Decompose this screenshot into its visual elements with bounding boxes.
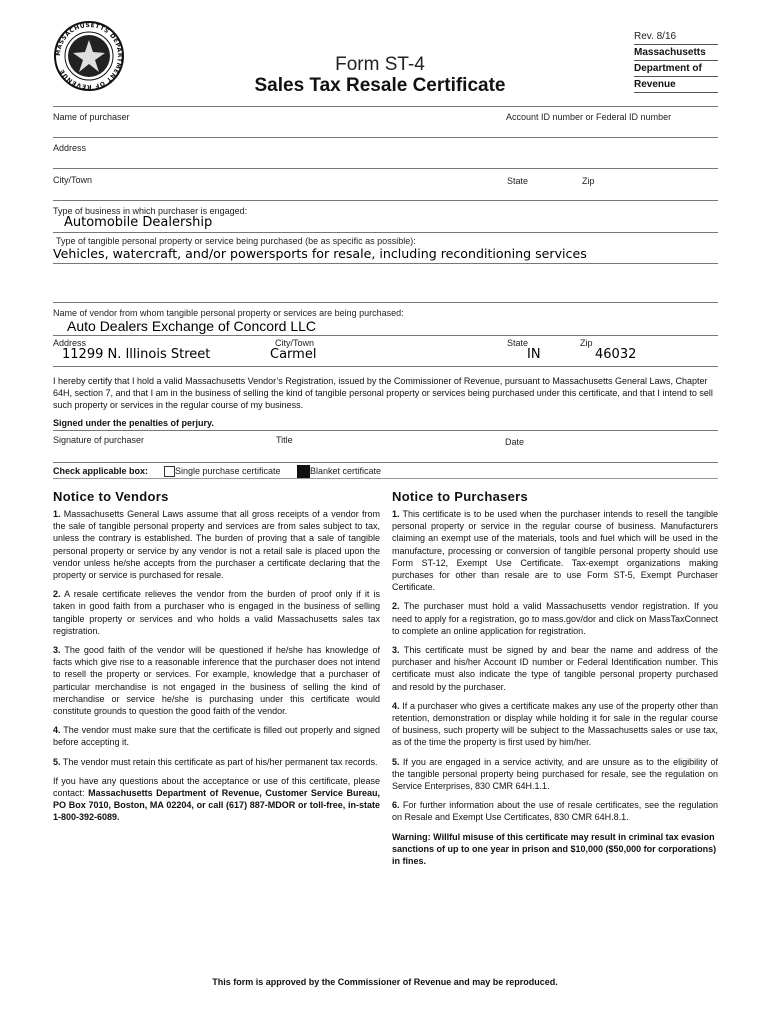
single-purchase-label: Single purchase certificate [175, 466, 281, 476]
purchaser-name-field[interactable] [53, 122, 718, 136]
vendor-state-value[interactable]: IN [527, 347, 541, 362]
vendor-notice-5: 5. The vendor must retain this certificate as part of his/her permanent tax records. [53, 756, 378, 767]
vendor-notice-3: 3. The good faith of the vendor will be questioned if he/she has knowledge of facts which give rise to a reasonable inference that the purchaser does not intend to resell the property or services. For example, knowledge that a purchaser of particular merchandise is not engaged in the business of selling the kind of merchandise or service he/she is purchasing under this certificate would constitute grounds to question the good faith of the vendor. [53, 645, 380, 717]
revision-date: Rev. 8/16 [634, 31, 677, 42]
vendor-city-label: City/Town [275, 338, 315, 348]
vendor-address-label: Address [53, 338, 87, 348]
single-purchase-checkbox[interactable] [164, 466, 175, 477]
vendor-notice-1: 1. Massachusetts General Laws assume that all gross receipts of a vendor from the sale of tangible personal property and services are from sales subject to tax, unless the contrary is established. The burden of proving that a sale of tangible personal property or service by any vendor is not a retail sale is placed upon the vendor unless he/she accepts from the purchaser a certificate declaring that the property or service is purchased for resale. [53, 509, 380, 581]
vendor-name-label: Name of vendor from whom tangible personal property or services are being purchased: [53, 308, 404, 318]
property-type-value[interactable]: Vehicles, watercraft, and/or powersports for resale, including reconditioning services [53, 246, 587, 261]
date-label: Date [505, 437, 525, 447]
vendor-city-value[interactable]: Carmel [270, 347, 317, 362]
vendor-notice-2: 2. A resale certificate relieves the vendor from the burden of proof only if it is taken in good faith from a purchaser who is engaged in the business of selling tangible property or services and who holds a valid Massachusetts sales tax registration. [53, 589, 380, 636]
signature-field[interactable] [53, 446, 493, 460]
purchaser-notice-4: 4. If a purchaser who gives a certificate makes any use of the property other than retention, demonstration or display while holding it for sale in the regular course of business, such property will be subject to the Massachusetts sales or use tax, as of the time the property is first used by him/her. [392, 700, 718, 748]
business-type-label: Type of business in which purchaser is engaged: [53, 206, 248, 216]
vendor-contact: If you have any questions about the acceptance or use of this certificate, please contact: Massachusetts Department of Revenue, Customer Service Bureau, PO Box 7010, Boston, MA 02204, or call (617) 887-MDOR or toll-free, in-state 1-800-392-6089. [53, 775, 380, 823]
signature-label: Signature of purchaser [53, 435, 145, 445]
vendor-state-label: State [507, 338, 529, 348]
form-number: Form ST-4 [335, 54, 425, 75]
purchaser-city-field[interactable] [53, 186, 718, 198]
purchaser-notice-6: 6. For further information about the use of resale certificates, see the regulation on Resale and Exempt Use Certificates, 830 CMR 64H.8.1. [392, 800, 718, 823]
vendor-address-value[interactable]: 11299 N. Illinois Street [62, 347, 211, 362]
agency-name [634, 44, 718, 93]
footer-note: This form is approved by the Commissioner of Revenue and may be reproduced. [212, 977, 558, 987]
vendor-zip-value[interactable]: 46032 [595, 347, 637, 362]
property-type-label: Type of tangible personal property or service being purchased (be as specific as possible): [56, 236, 416, 246]
notice-purchasers-heading: Notice to Purchasers [392, 489, 529, 504]
purchaser-notice-1: 1. This certificate is to be used when the purchaser intends to resell the tangible personal property or service in the regular course of business. Manufacturers claiming an exempt use of the materials, tools and fuel which will be used in the manufacture, processing or conversion of tangible personal property should use Form ST-12, Exempt Use Certificate. Tax-exempt organizations making purchases for other than resale are to use Form ST-5, Exempt Purchaser Certificate. [392, 509, 718, 593]
blanket-label: Blanket certificate [310, 466, 382, 476]
purchaser-city-label: City/Town [53, 175, 93, 185]
notice-vendors-body [53, 508, 380, 831]
form-title: Sales Tax Resale Certificate [254, 75, 506, 96]
blanket-checkbox[interactable] [297, 465, 310, 478]
purchaser-zip-label: Zip [582, 176, 595, 186]
svg-text:MASSACHUSETTS DEPARTMENT OF RE: MASSACHUSETTS DEPARTMENT OF REVENUE [54, 21, 124, 91]
purchaser-notice-2: 2. The purchaser must hold a valid Massachusetts vendor registration. If you need to apply for a registration, go to mass.gov/dor and click on MassTaxConnect to complete an online application for registration. [392, 601, 718, 636]
agency-line-2: Department of [634, 63, 702, 74]
vendor-zip-label: Zip [580, 338, 593, 348]
date-field[interactable] [505, 446, 718, 460]
notice-vendors-heading: Notice to Vendors [53, 489, 169, 504]
purchaser-notice-3: 3. This certificate must be signed by and bear the name and address of the purchaser and his/her Account ID number or Federal Identification number. This certificate must also indicate the type of tangible personal property purchased and resold by the purchaser. [392, 645, 718, 692]
business-type-value[interactable]: Automobile Dealership [64, 215, 213, 230]
purchaser-notice-5: 5. If you are engaged in a service activity, and are unsure as to the eligibility of the tangible personal property being purchased for resale, see the regulation on Service Enterprises, 830 CMR 64H.1.1. [392, 756, 718, 792]
certification-text: I hereby certify that I hold a valid Massachusetts Vendor’s Registration, issued by the Commissioner of Revenue, pursuant to Massachusetts General Laws, Chapter 64H, section 7, and that I am in the business of selling the kind of tangible personal property or services being purchased under this certificate, and that I intend to sell such property or services in the regular course of my business. [53, 376, 713, 411]
notice-purchasers-body [392, 508, 718, 874]
purchaser-state-label: State [507, 176, 529, 186]
department-seal [53, 20, 125, 92]
purchaser-name-label: Name of purchaser [53, 112, 130, 122]
agency-line-3: Revenue [634, 79, 676, 90]
misuse-warning: Warning: Willful misuse of this certificate may result in criminal tax evasion sanctions of up to one year in prison and $10,000 ($50,000 for corporations) in fines. [392, 831, 717, 867]
penalty-statement: Signed under the penalties of perjury. [53, 418, 214, 428]
agency-line-1: Massachusetts [634, 47, 706, 58]
account-id-label: Account ID number or Federal ID number [506, 112, 672, 122]
purchaser-address-label: Address [53, 143, 87, 153]
purchaser-address-field[interactable] [53, 153, 718, 167]
vendor-notice-4: 4. The vendor must make sure that the certificate is filled out properly and signed before accepting it. [53, 725, 380, 748]
title-label: Title [276, 435, 293, 445]
check-applicable-label: Check applicable box: [53, 466, 149, 476]
vendor-name-value[interactable]: Auto Dealers Exchange of Concord LLC [67, 318, 317, 334]
